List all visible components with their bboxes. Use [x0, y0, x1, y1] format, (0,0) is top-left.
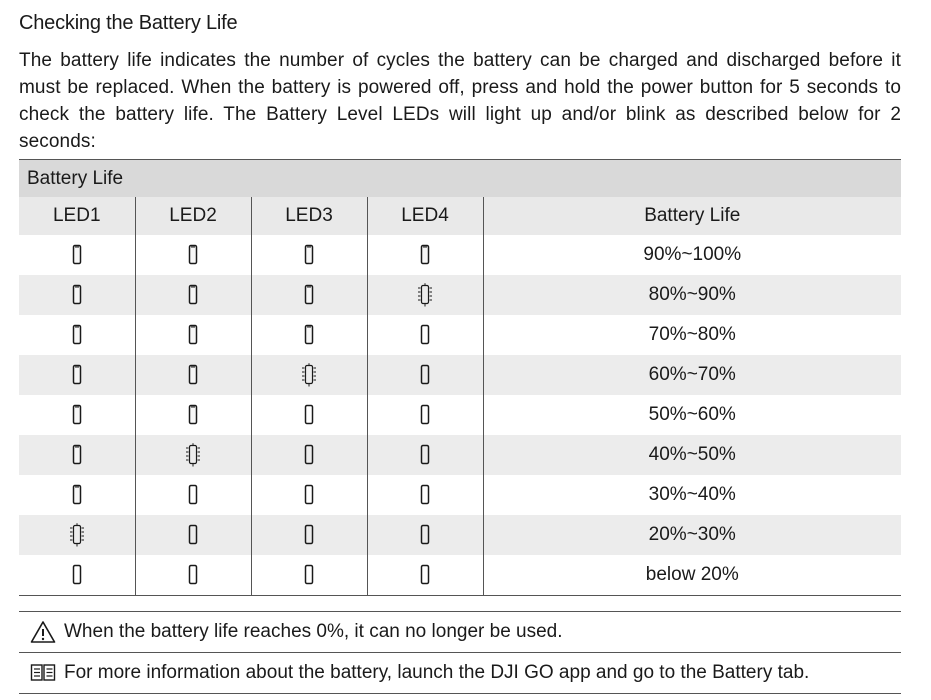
led-off-icon: [184, 483, 202, 507]
book-icon: [30, 661, 56, 685]
led3-cell: [251, 235, 367, 275]
led2-cell: [135, 435, 251, 475]
led4-cell: [367, 515, 483, 555]
led-on-icon: [184, 403, 202, 427]
led4-cell: [367, 475, 483, 515]
table-caption: Battery Life: [19, 160, 901, 198]
battery-life-cell: 90%~100%: [643, 244, 742, 265]
page-title: Checking the Battery Life: [19, 12, 238, 34]
led-on-icon: [184, 323, 202, 347]
led-off-icon: [184, 563, 202, 587]
led-on-icon: [68, 323, 86, 347]
led-on-icon: [300, 283, 318, 307]
warning-note: [19, 611, 901, 653]
led-off-icon: [300, 483, 318, 507]
battery-life-table: [19, 159, 901, 596]
battery-life-cell: 80%~90%: [483, 275, 901, 315]
battery-life-cell: 40%~50%: [483, 435, 901, 475]
warning-icon: [30, 620, 56, 644]
led2-cell: [135, 555, 251, 596]
led-on-icon: [184, 363, 202, 387]
led-off-icon: [300, 443, 318, 467]
led3-cell: [251, 515, 367, 555]
led1-cell: [19, 275, 135, 315]
led-blink-icon: [68, 523, 86, 547]
led4-cell: [367, 235, 483, 275]
led-on-icon: [68, 243, 86, 267]
led1-cell: [19, 395, 135, 435]
led1-cell: [19, 235, 135, 275]
column-header-led2: LED2: [135, 197, 251, 235]
led-off-icon: [416, 483, 434, 507]
led-on-icon: [184, 283, 202, 307]
led-off-icon: [416, 363, 434, 387]
battery-life-cell: 30%~40%: [648, 484, 736, 505]
led-on-icon: [184, 243, 202, 267]
battery-life-cell: below 20%: [483, 555, 901, 596]
led-off-icon: [416, 523, 434, 547]
led3-cell: [251, 475, 367, 515]
led2-cell: [135, 235, 251, 275]
led1-cell: [19, 555, 135, 596]
battery-life-cell: 50%~60%: [648, 404, 736, 425]
table-row: [19, 515, 901, 555]
table-row: [19, 235, 901, 275]
led2-cell: [135, 395, 251, 435]
led1-cell: [19, 435, 135, 475]
led1-cell: [19, 475, 135, 515]
column-header-led3: LED3: [251, 197, 367, 235]
reference-note: [19, 653, 901, 694]
table-row: [19, 355, 901, 395]
led-off-icon: [300, 403, 318, 427]
led3-cell: [251, 555, 367, 596]
intro-paragraph: The battery life indicates the number of cycles the battery can be charged and discharged before it must be replaced. When the battery is powered off, press and hold the power button for 5 seconds to check the battery life. The Battery Level LEDs will light up and/or blink as described below for 2 seconds:: [19, 50, 901, 152]
led4-cell: [367, 315, 483, 355]
warning-text: When the battery life reaches 0%, it can no longer be used.: [64, 621, 563, 642]
led4-cell: [367, 555, 483, 596]
reference-text: For more information about the battery, launch the DJI GO app and go to the Battery tab.: [64, 662, 810, 683]
led-on-icon: [416, 243, 434, 267]
led-off-icon: [416, 443, 434, 467]
led3-cell: [251, 355, 367, 395]
led-off-icon: [184, 523, 202, 547]
led-off-icon: [416, 563, 434, 587]
led4-cell: [367, 395, 483, 435]
column-header-led4: LED4: [367, 197, 483, 235]
column-header-led1: LED1: [19, 197, 135, 235]
led-blink-icon: [184, 443, 202, 467]
led-blink-icon: [300, 363, 318, 387]
led3-cell: [251, 395, 367, 435]
led1-cell: [19, 355, 135, 395]
led-off-icon: [300, 523, 318, 547]
led3-cell: [251, 435, 367, 475]
table-row: [19, 475, 901, 515]
led4-cell: [367, 355, 483, 395]
led1-cell: [19, 515, 135, 555]
battery-life-cell: 20%~30%: [483, 515, 901, 555]
battery-life-cell: 70%~80%: [648, 324, 736, 345]
led2-cell: [135, 475, 251, 515]
battery-life-cell: 60%~70%: [483, 355, 901, 395]
led-on-icon: [68, 443, 86, 467]
led-on-icon: [300, 243, 318, 267]
led-on-icon: [68, 283, 86, 307]
led1-cell: [19, 315, 135, 355]
column-header-battery-life: Battery Life: [483, 197, 901, 235]
table-row: [19, 395, 901, 435]
led-on-icon: [68, 403, 86, 427]
led-on-icon: [68, 363, 86, 387]
led-off-icon: [416, 403, 434, 427]
table-row: [19, 315, 901, 355]
led2-cell: [135, 275, 251, 315]
led-on-icon: [68, 483, 86, 507]
table-row: [19, 555, 901, 596]
table-row: [19, 275, 901, 315]
led-off-icon: [300, 563, 318, 587]
led3-cell: [251, 275, 367, 315]
table-row: [19, 435, 901, 475]
led-on-icon: [300, 323, 318, 347]
led2-cell: [135, 355, 251, 395]
led-blink-icon: [416, 283, 434, 307]
led2-cell: [135, 515, 251, 555]
led3-cell: [251, 315, 367, 355]
led-off-icon: [68, 563, 86, 587]
led-off-icon: [416, 323, 434, 347]
led2-cell: [135, 315, 251, 355]
led4-cell: [367, 435, 483, 475]
led4-cell: [367, 275, 483, 315]
